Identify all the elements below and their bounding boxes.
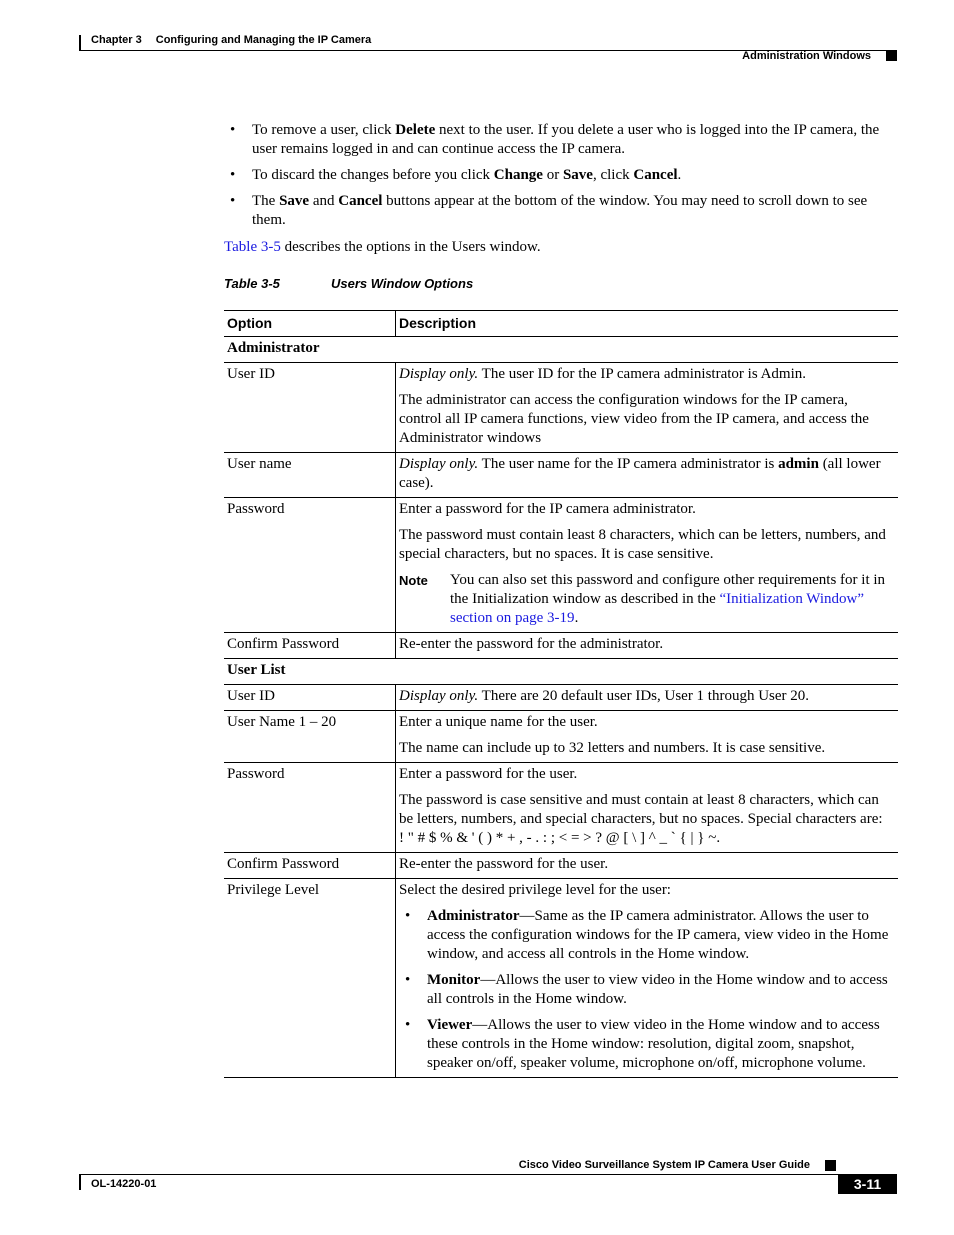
table-row [224,633,898,659]
description-cell: Enter a password for the IP camera administrator. The password must contain least 8 characters, which can be letters, numbers, and special characters, but no spaces. It is case sensitive. Note You can also set this password and configure other requirements for it in the Initialization window as described in the “Initialization Window” section on page 3-19. [396,498,899,633]
chapter-title: Configuring and Managing the IP Camera [155,34,372,46]
table-row [224,498,898,633]
description-cell: Display only. The user name for the IP camera administrator is admin (all lower case). [396,453,899,498]
description-cell: Re-enter the password for the administrator. [396,633,899,659]
table-row [224,853,898,879]
header-square-mark [886,50,897,61]
option-cell: User Name 1 – 20 [224,711,396,763]
option-cell: Password [224,498,396,633]
description-cell: Display only. There are 20 default user IDs, User 1 through User 20. [396,685,899,711]
option-cell: User ID [224,363,396,453]
option-cell: Password [224,763,396,853]
table-row [224,453,898,498]
description-cell: Enter a password for the user. The password is case sensitive and must contain at least 8 characters, which can be letters, numbers, and special characters, but no spaces. Special characters are: ! " # $ % & ' ( ) * + , - . : ; < = > ? @ [ \ ] ^ _ ` { | } ~. [396,763,899,853]
footer-guide-title: Cisco Video Surveillance System IP Camera User Guide [518,1159,810,1171]
instruction-bullets [224,121,898,237]
col-header-option: Option [224,311,396,337]
option-cell: User ID [224,685,396,711]
table-caption-title: Users Window Options [331,276,474,291]
initialization-window-link[interactable]: “Initialization Window” section on page 3-19 [450,591,865,626]
bullet-save-cancel-buttons: • The Save and Cancel buttons appear at the bottom of the window. You may need to scroll down to see them. [224,192,898,230]
header-bar [79,35,81,51]
note-block: Note You can also set this password and configure other requirements for it in the Initialization window as described in the “Initialization Window” section on page 3-19. [399,572,886,626]
group-row-administrator: Administrator [224,337,898,363]
footer-doc-number: OL-14220-01 [91,1178,157,1190]
note-label: Note [399,573,428,588]
users-window-options-table [224,310,898,1078]
list-item: • Viewer—Allows the user to view video in the Home window and to access these controls in the Home window: resolution, digital zoom, snapshot, speaker on/off, speaker volume, microphone on/off, microphone volume. [399,1016,890,1073]
description-cell: Display only. The user ID for the IP camera administrator is Admin. The administrator can access the configuration windows for the IP camera, control all IP camera functions, view video from the IP camera, and access the Administrator windows [396,363,899,453]
group-row-user-list: User List [224,659,898,685]
table-row [224,711,898,763]
table-3-5-link[interactable]: Table 3-5 [224,239,281,255]
chapter-number: Chapter 3 [91,34,142,46]
running-header-chapter [91,34,371,46]
running-header-section: Administration Windows [742,50,871,62]
option-cell: User name [224,453,396,498]
table-row [224,763,898,853]
option-cell: Confirm Password [224,633,396,659]
table-intro: Table 3-5 describes the options in the Users window. [224,239,541,255]
description-cell: Re-enter the password for the user. [396,853,899,879]
footer-bar [79,1174,81,1190]
list-item: • Monitor—Allows the user to view video in the Home window and to access all controls in the Home window. [399,971,890,1009]
bullet-cancel: • To discard the changes before you click Change or Save, click Cancel. [224,166,898,185]
table-row [224,363,898,453]
list-item: • Administrator—Same as the IP camera administrator. Allows the user to access the configuration windows for the IP camera, view video in the Home window, and access all controls in the Home window. [399,907,890,964]
page-number: 3-11 [838,1175,897,1194]
table-row [224,685,898,711]
privilege-levels-list [399,907,890,1073]
footer-rule [79,1174,897,1175]
footer-square-mark [825,1160,836,1171]
col-header-description: Description [396,311,899,337]
description-cell: Select the desired privilege level for the user: • Administrator—Same as the IP camera administrator. Allows the user to access the configuration windows for the IP camera, view video in the Home window, and access all controls in the Home window. • Monitor—Allows the user to view video in the Home window and to access all controls in the Home window. • Viewer—Allows the user to view video in the Home window and to access these controls in the Home window: resolution, digital zoom, snapshot, speaker on/off, speaker volume, microphone on/off, microphone volume. [396,879,899,1078]
table-row [224,879,898,1078]
table-caption-number: Table 3-5 [224,276,280,291]
bullet-delete: • To remove a user, click Delete next to the user. If you delete a user who is logged into the IP camera, the user remains logged in and can continue access the IP camera. [224,121,898,159]
description-cell: Enter a unique name for the user. The name can include up to 32 letters and numbers. It is case sensitive. [396,711,899,763]
option-cell: Privilege Level [224,879,396,1078]
option-cell: Confirm Password [224,853,396,879]
table-header-row [224,311,898,337]
